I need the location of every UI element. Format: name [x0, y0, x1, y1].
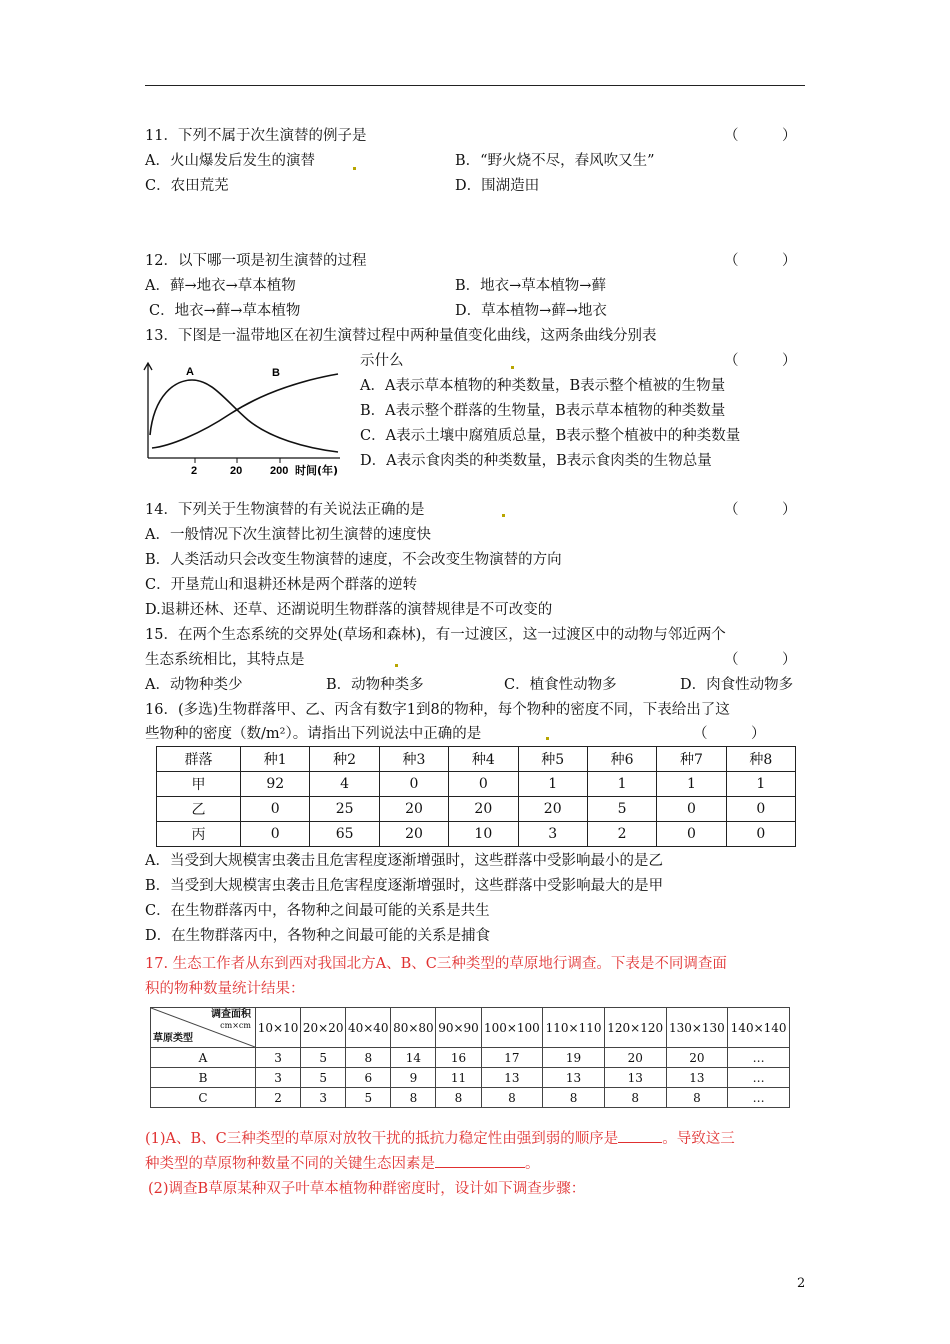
table-cell: 16 [436, 1048, 481, 1068]
table-cell: 14 [391, 1048, 436, 1068]
q17-sub1-line2 [145, 1155, 540, 1173]
q13-option-a: A．A表示草本植物的种类数量，B表示整个植被的生物量 [360, 378, 726, 394]
table-cell: 8 [604, 1088, 666, 1108]
page-number: 2 [797, 1276, 806, 1291]
table-cell: 甲 [157, 772, 241, 797]
table-cell: 5 [301, 1048, 346, 1068]
table-header-cell: 40×40 [346, 1008, 391, 1048]
table-header-cell: 130×130 [666, 1008, 728, 1048]
x-tick-label: 200 [270, 465, 289, 477]
mark-dot [353, 167, 356, 170]
table-row [151, 1088, 790, 1108]
table-cell: 2 [256, 1088, 301, 1108]
table-cell: 13 [543, 1068, 605, 1088]
q17-sub1-line1-a: (1)A、B、C三种类型的草原对放牧干扰的抵抗力稳定性由强到弱的顺序是 [145, 1131, 619, 1147]
q17-sub1-line2-a: 种类型的草原物种数量不同的关键生态因素是 [145, 1156, 435, 1172]
table-cell: 19 [543, 1048, 605, 1068]
table-cell: 20 [666, 1048, 728, 1068]
corner-bottom-label: 草原类型 [153, 1033, 193, 1044]
table-cell: 3 [256, 1048, 301, 1068]
table-cell: 4 [310, 772, 379, 797]
x-tick-label: 2 [191, 465, 198, 477]
table-cell: 20 [379, 822, 448, 847]
table-row [157, 797, 796, 822]
table-cell: 20 [449, 797, 518, 822]
table-cell: 20 [518, 797, 587, 822]
table-cell: 20 [379, 797, 448, 822]
q15-option-b: B．动物种类多 [326, 677, 424, 693]
q16-paren: （ ） [693, 726, 766, 742]
q12-option-d: D．草本植物→藓→地衣 [455, 303, 607, 319]
table-cell: 5 [346, 1088, 391, 1108]
q17-sub2: (2)调查B草原某种双子叶草本植物种群密度时，设计如下调查步骤： [148, 1181, 586, 1197]
q13-paren: （ ） [724, 353, 797, 369]
table-header-cell: 种1 [241, 747, 310, 772]
table-cell: 0 [241, 822, 310, 847]
table-cell: 8 [481, 1088, 543, 1108]
q15-stem-line1: 15．在两个生态系统的交界处(草场和森林)，有一过渡区，这一过渡区中的动物与邻近两个 [145, 627, 726, 643]
table-header-cell: 群落 [157, 747, 241, 772]
q16-option-a: A．当受到大规模害虫袭击且危害程度逐渐增强时，这些群落中受影响最小的是乙 [145, 853, 663, 869]
q16-option-c: C．在生物群落丙中，各物种之间最可能的关系是共生 [145, 903, 490, 919]
q14-option-c: C．开垦荒山和退耕还林是两个群落的逆转 [145, 577, 418, 593]
answer-blank[interactable] [618, 1142, 662, 1143]
table-cell: 13 [481, 1068, 543, 1088]
table-header-row [157, 747, 796, 772]
table-cell: 3 [518, 822, 587, 847]
table-row [151, 1048, 790, 1068]
table-cell: 92 [241, 772, 310, 797]
mark-dot [395, 664, 398, 667]
q16-option-d: D．在生物群落丙中，各物种之间最可能的关系是捕食 [145, 928, 491, 944]
table-cell: 20 [604, 1048, 666, 1068]
table-header-cell: 种2 [310, 747, 379, 772]
q15-stem-line2: 生态系统相比，其特点是 [145, 652, 305, 668]
q13-option-c: C．A表示土壤中腐殖质总量，B表示整个植被中的种类数量 [360, 428, 741, 444]
q14-option-d: D.退耕还林、还草、还湖说明生物群落的演替规律是不可改变的 [145, 602, 553, 618]
corner-top-label: 调查面积 [211, 1009, 251, 1020]
table-cell: … [728, 1068, 790, 1088]
table-cell: 0 [726, 822, 795, 847]
q12-option-c: C．地衣→藓→草本植物 [149, 303, 301, 319]
table-header-cell: 110×110 [543, 1008, 605, 1048]
table-header-cell: 种5 [518, 747, 587, 772]
q16-density-table [156, 746, 796, 847]
curve-b-label: B [272, 367, 280, 379]
table-cell: 8 [543, 1088, 605, 1108]
table-cell: B [151, 1068, 256, 1088]
table-cell: 65 [310, 822, 379, 847]
table-cell: 10 [449, 822, 518, 847]
table-cell: 0 [379, 772, 448, 797]
table-cell: C [151, 1088, 256, 1108]
table-header-cell: 种4 [449, 747, 518, 772]
table-cell: 乙 [157, 797, 241, 822]
table-cell: 1 [587, 772, 656, 797]
q17-stem-line1: 17. 生态工作者从东到西对我国北方A、B、C三种类型的草原地行调查。下表是不同调查面 [145, 956, 727, 972]
q13-stem-line1: 13．下图是一温带地区在初生演替过程中两种量值变化曲线，这两条曲线分别表 [145, 328, 657, 344]
table-header-cell: 种6 [587, 747, 656, 772]
table-cell: … [728, 1048, 790, 1068]
q14-stem: 14．下列关于生物演替的有关说法正确的是 [145, 502, 425, 518]
q13-option-b: B．A表示整个群落的生物量，B表示草本植物的种类数量 [360, 403, 726, 419]
q17-sub1-line1 [145, 1130, 735, 1148]
table-cell: 17 [481, 1048, 543, 1068]
q17-sub1-line2-b: 。 [525, 1156, 540, 1172]
table-cell: 0 [726, 797, 795, 822]
table-cell: 8 [436, 1088, 481, 1108]
q11-option-c: C．农田荒芜 [145, 178, 229, 194]
q15-paren: （ ） [724, 652, 797, 668]
table-cell: 2 [587, 822, 656, 847]
table-cell: 8 [346, 1048, 391, 1068]
q11-option-b: B．“野火烧不尽，春风吹又生” [455, 153, 655, 169]
table-row [151, 1068, 790, 1088]
table-header-cell: 80×80 [391, 1008, 436, 1048]
x-tick-label: 20 [230, 465, 243, 477]
table-cell: 1 [657, 772, 726, 797]
corner-unit-label: cm×cm [220, 1021, 251, 1030]
table-cell: 13 [604, 1068, 666, 1088]
q15-option-c: C．植食性动物多 [504, 677, 617, 693]
table-cell: 5 [301, 1068, 346, 1088]
curve-a-label: A [186, 366, 194, 378]
q16-stem-line2: 些物种的密度（数/m²）。请指出下列说法中正确的是 [145, 726, 482, 742]
top-rule [145, 85, 805, 86]
mark-dot [511, 366, 514, 369]
table-header-cell: 10×10 [256, 1008, 301, 1048]
q13-line-chart [140, 360, 350, 482]
table-cell: A [151, 1048, 256, 1068]
table-cell: 1 [726, 772, 795, 797]
table-header-cell: 种8 [726, 747, 795, 772]
table-cell: 0 [657, 797, 726, 822]
table-cell: 5 [587, 797, 656, 822]
table-header-cell: 种3 [379, 747, 448, 772]
q12-option-b: B．地衣→草本植物→藓 [455, 278, 606, 294]
table-header-row [151, 1008, 790, 1048]
q14-option-a: A．一般情况下次生演替比初生演替的速度快 [145, 527, 431, 543]
q15-option-d: D．肉食性动物多 [680, 677, 794, 693]
curve-b [152, 374, 338, 448]
q17-stem-line2: 积的物种数量统计结果： [145, 981, 305, 997]
mark-dot [502, 514, 505, 517]
table-header-cell: 140×140 [728, 1008, 790, 1048]
table-cell: 8 [666, 1088, 728, 1108]
table-cell: 3 [301, 1088, 346, 1108]
table-row [157, 822, 796, 847]
answer-blank[interactable] [435, 1167, 525, 1168]
q12-option-a: A．藓→地衣→草本植物 [145, 278, 296, 294]
q16-stem-line1: 16．(多选)生物群落甲、乙、丙含有数字1到8的物种，每个物种的密度不同，下表给出了这 [145, 702, 730, 718]
table-header-cell: 100×100 [481, 1008, 543, 1048]
x-axis-label: 时间(年) [295, 464, 339, 477]
table-cell: 0 [449, 772, 518, 797]
table-cell: 11 [436, 1068, 481, 1088]
q13-option-d: D．A表示食肉类的种类数量，B表示食肉类的生物总量 [360, 453, 712, 469]
q16-option-b: B．当受到大规模害虫袭击且危害程度逐渐增强时，这些群落中受影响最大的是甲 [145, 878, 664, 894]
q11-paren: （ ） [724, 128, 797, 144]
table-cell: 3 [256, 1068, 301, 1088]
table-cell: 9 [391, 1068, 436, 1088]
table-header-cell: 20×20 [301, 1008, 346, 1048]
table-cell: 丙 [157, 822, 241, 847]
q11-option-d: D．围湖造田 [455, 178, 540, 194]
q11-stem: 11．下列不属于次生演替的例子是 [145, 128, 367, 144]
q17-species-table [150, 1007, 790, 1108]
q12-stem: 12．以下哪一项是初生演替的过程 [145, 253, 367, 269]
table-cell: 0 [657, 822, 726, 847]
table-row [157, 772, 796, 797]
table-header-cell: 种7 [657, 747, 726, 772]
table-header-cell: 90×90 [436, 1008, 481, 1048]
table-header-cell: 120×120 [604, 1008, 666, 1048]
table-corner-cell [151, 1008, 256, 1048]
q12-paren: （ ） [724, 253, 797, 269]
q15-option-a: A．动物种类少 [145, 677, 243, 693]
table-cell: 0 [241, 797, 310, 822]
q17-sub1-line1-b: 。导致这三 [662, 1131, 735, 1147]
q14-option-b: B．人类活动只会改变生物演替的速度，不会改变生物演替的方向 [145, 552, 562, 568]
q14-paren: （ ） [724, 502, 797, 518]
q11-option-a: A．火山爆发后发生的演替 [145, 153, 315, 169]
table-cell: 8 [391, 1088, 436, 1108]
table-cell: 1 [518, 772, 587, 797]
mark-dot [546, 737, 549, 740]
table-cell: 6 [346, 1068, 391, 1088]
table-cell: 25 [310, 797, 379, 822]
table-cell: … [728, 1088, 790, 1108]
q13-stem-line2: 示什么 [360, 353, 404, 369]
table-cell: 13 [666, 1068, 728, 1088]
